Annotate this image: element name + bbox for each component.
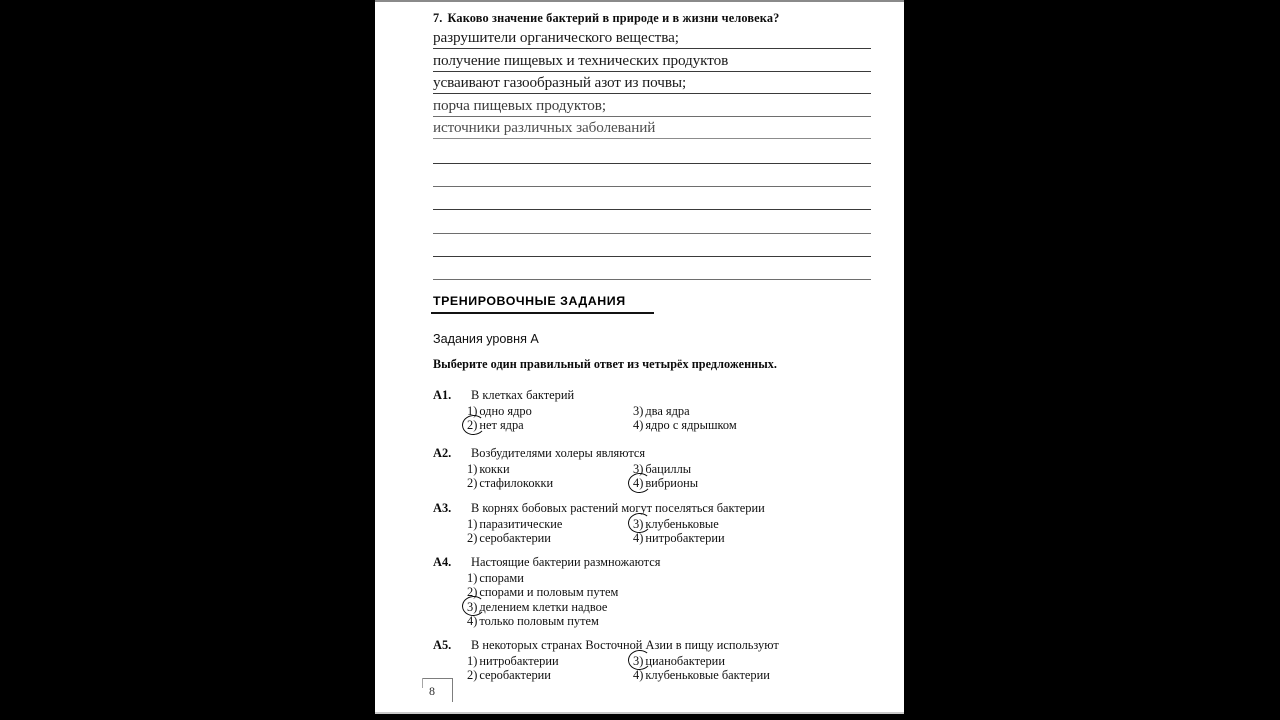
question-7-number: 7. [433, 11, 443, 25]
option-text: клубеньковые [645, 516, 719, 531]
answer-option[interactable] [633, 654, 725, 669]
instruction-text: Выберите один правильный ответ из четырёх предложенных. [433, 357, 778, 371]
option-text: спорами [479, 570, 524, 585]
answer-option[interactable] [467, 614, 599, 629]
answer-rule-line [433, 93, 871, 94]
handwritten-answer-area [375, 30, 904, 280]
option-text: делением клетки надвое [479, 599, 608, 614]
option-number: 3) [467, 599, 478, 614]
handwritten-answer-line: разрушители органического вещества; [433, 29, 679, 46]
option-number: 3) [633, 516, 644, 531]
answer-option[interactable] [467, 418, 524, 433]
question-code: A4. [433, 555, 452, 569]
option-text: кокки [479, 461, 510, 476]
page-number-box [419, 678, 453, 704]
option-text: нитробактерии [479, 653, 559, 668]
blank-rule-line [433, 279, 871, 280]
answer-option[interactable] [467, 404, 532, 419]
question-7-text: Каково значение бактерий в природе и в жизни человека? [447, 11, 780, 25]
answer-option[interactable] [633, 404, 690, 419]
option-text: стафилококки [479, 476, 554, 491]
option-number: 2) [467, 476, 478, 491]
option-text: одно ядро [479, 403, 532, 418]
question-code: A5. [433, 638, 452, 652]
answer-option[interactable] [467, 531, 551, 546]
answer-option[interactable] [467, 668, 551, 683]
answer-option[interactable] [467, 585, 618, 600]
answer-option[interactable] [633, 462, 691, 477]
option-number: 4) [633, 531, 644, 546]
option-number: 3) [633, 461, 644, 476]
section-heading-rule [431, 312, 654, 314]
handwritten-answer-line: получение пищевых и технических продуктов [433, 51, 729, 69]
blank-rule-line [433, 209, 871, 210]
option-text: бациллы [645, 461, 692, 476]
option-number: 1) [467, 570, 478, 585]
answer-rule-line [433, 116, 871, 117]
option-text: вибрионы [645, 476, 699, 491]
answer-option[interactable] [467, 600, 607, 615]
answer-option[interactable] [467, 462, 510, 477]
option-text: цианобактерии [645, 653, 725, 668]
answer-option[interactable] [633, 517, 719, 532]
answer-option[interactable] [633, 476, 698, 491]
question-7-heading [433, 11, 883, 26]
option-number: 1) [467, 516, 478, 531]
page-number-box-left [422, 678, 423, 688]
option-number: 3) [633, 653, 644, 668]
option-number: 2) [467, 531, 478, 546]
question-code: A3. [433, 501, 452, 515]
option-text: нет ядра [479, 418, 524, 433]
page-content [375, 0, 904, 714]
option-number: 2) [467, 585, 478, 600]
answer-option[interactable] [467, 571, 524, 586]
answer-option[interactable] [467, 654, 559, 669]
question-stem: В некоторых странах Восточной Азии в пищу используют [471, 638, 779, 652]
option-number: 1) [467, 403, 478, 418]
section-heading: ТРЕНИРОВОЧНЫЕ ЗАДАНИЯ [433, 294, 626, 308]
level-label: Задания уровня А [433, 332, 539, 346]
answer-option[interactable] [633, 668, 770, 683]
answer-rule-line [433, 138, 871, 139]
handwritten-answer-line: источники различных заболеваний [433, 119, 656, 137]
blank-rule-line [433, 186, 871, 187]
blank-rule-line [433, 233, 871, 234]
question-stem: В корнях бобовых растений могут поселяться бактерии [471, 501, 765, 515]
option-text: клубеньковые бактерии [645, 668, 770, 683]
option-number: 4) [467, 614, 478, 629]
option-text: нитробактерии [645, 531, 725, 546]
scanned-page [375, 0, 904, 714]
option-text: только половым путем [479, 614, 599, 629]
option-text: серобактерии [479, 668, 551, 683]
option-text: спорами и половым путем [479, 585, 619, 600]
option-text: паразитические [479, 516, 563, 531]
question-stem: В клетках бактерий [471, 388, 575, 402]
answer-option[interactable] [467, 517, 562, 532]
option-number: 1) [467, 461, 478, 476]
option-text: серобактерии [479, 531, 551, 546]
blank-rule-line [433, 163, 871, 164]
answer-rule-line [433, 48, 871, 49]
handwritten-answer-line: усваивают газообразный азот из почвы; [433, 74, 687, 92]
page-number-box-right [452, 678, 453, 702]
option-number: 4) [633, 476, 644, 491]
question-stem: Возбудителями холеры являются [471, 446, 646, 460]
page-number-box-top [422, 678, 453, 679]
answer-option[interactable] [633, 531, 725, 546]
question-stem: Настоящие бактерии размножаются [471, 555, 661, 569]
answer-option[interactable] [633, 418, 737, 433]
option-number: 4) [633, 668, 644, 683]
option-number: 4) [633, 418, 644, 433]
question-code: A1. [433, 388, 452, 402]
question-code: A2. [433, 446, 452, 460]
page-number: 8 [429, 684, 435, 698]
answer-option[interactable] [467, 476, 553, 491]
answer-rule-line [433, 71, 871, 72]
option-text: ядро с ядрышком [645, 418, 737, 433]
option-number: 1) [467, 653, 478, 668]
option-text: два ядра [645, 403, 690, 418]
handwritten-answer-line: порча пищевых продуктов; [433, 96, 606, 114]
option-number: 2) [467, 668, 478, 683]
blank-rule-line [433, 256, 871, 257]
option-number: 2) [467, 418, 478, 433]
option-number: 3) [633, 403, 644, 418]
